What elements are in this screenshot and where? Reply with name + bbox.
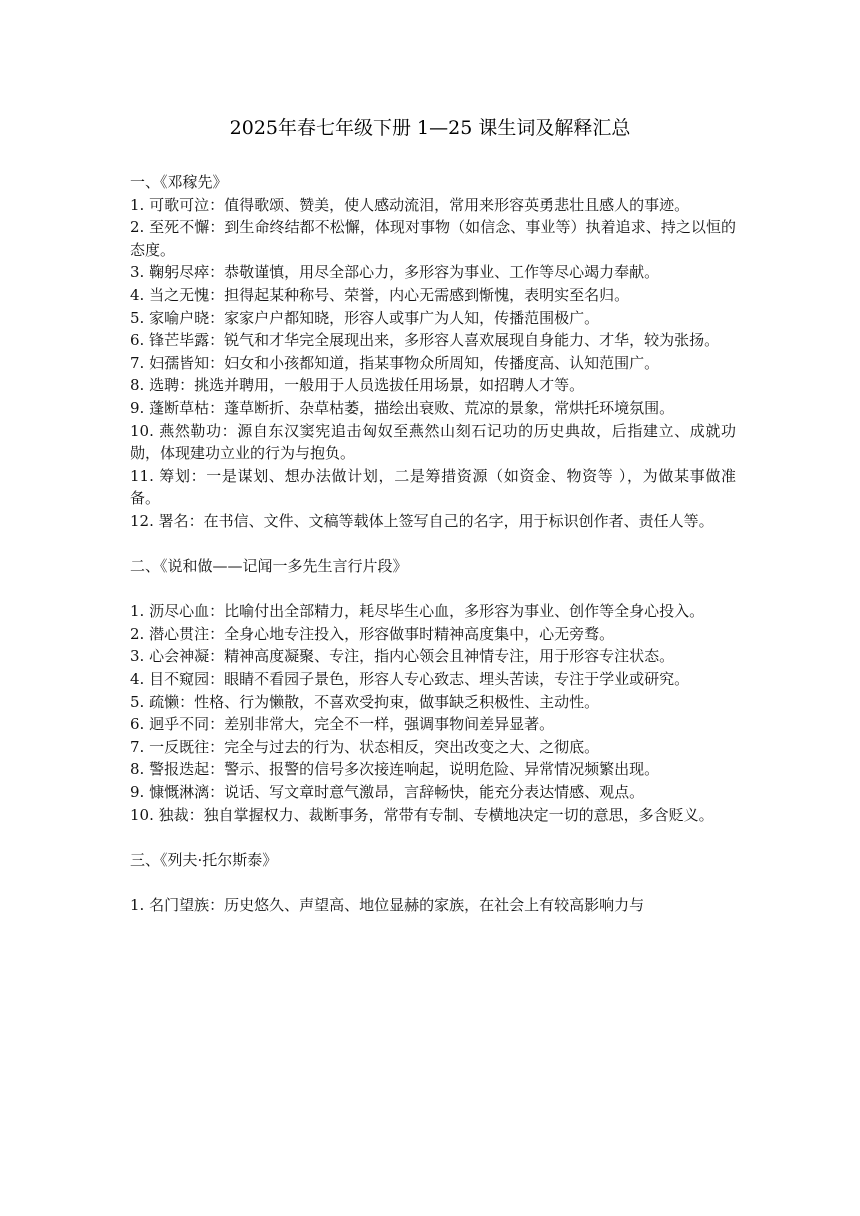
vocab-entry: 9. 蓬断草枯：蓬草断折、杂草枯萎，描绘出衰败、荒凉的景象，常烘托环境氛围。 [130, 398, 675, 417]
vocab-entry: 12. 署名：在书信、文件、文稿等载体上签写自己的名字，用于标识创作者、责任人等。 [130, 511, 714, 530]
vocab-entry: 10. 独裁：独自掌握权力、裁断事务，常带有专制、专横地决定一切的意思，多含贬义。 [130, 805, 714, 824]
section-heading: 二、《说和做——记闻一多先生言行片段》 [130, 557, 408, 576]
vocab-entry: 7. 妇孺皆知：妇女和小孩都知道，指某事物众所周知，传播度高、认知范围广。 [130, 353, 660, 372]
document-title: 2025年春七年级下册 1—25 课生词及解释汇总 [229, 117, 631, 139]
vocab-entry: 8. 选聘：挑选并聘用，一般用于人员选拔任用场景，如招聘人才等。 [130, 376, 585, 395]
section-heading: 三、《列夫·托尔斯泰》 [130, 850, 278, 869]
section-1 [130, 171, 736, 533]
vocab-entry: 1. 沥尽心血：比喻付出全部精力，耗尽毕生心血，多形容为事业、创作等全身心投入。 [130, 602, 705, 621]
vocab-entry: 6. 锋芒毕露：锐气和才华完全展现出来，多形容人喜欢展现自身能力、才华，较为张扬。 [130, 331, 720, 350]
vocab-entry: 6. 迥乎不同：差别非常大，完全不一样，强调事物间差异显著。 [130, 715, 555, 734]
vocab-entry: 10. 燕然勒功：源自东汉窦宪追击匈奴至燕然山刻石记功的历史典故，后指建立、成就功勋，体现建功立业的行为与抱负。 [130, 421, 736, 463]
section-2 [130, 555, 736, 826]
vocab-entry: 2. 潜心贯注：全身心地专注投入，形容做事时精神高度集中，心无旁骛。 [130, 624, 615, 643]
vocab-entry: 11. 筹划：一是谋划、想办法做计划，二是筹措资源（如资金、物资等 ），为做某事做准备。 [130, 466, 736, 508]
vocab-entry: 8. 警报迭起：警示、报警的信号多次接连响起，说明危险、异常情况频繁出现。 [130, 760, 660, 779]
section-heading: 一、《邓稼先》 [130, 173, 228, 191]
vocab-entry: 4. 目不窥园：眼睛不看园子景色，形容人专心致志、埋头苦读，专注于学业或研究。 [130, 670, 690, 689]
vocab-entry: 2. 至死不懈：到生命终结都不松懈，体现对事物（如信念、事业等）执着追求、持之以恒的态度。 [130, 218, 736, 259]
vocab-entry: 5. 家喻户晓：家家户户都知晓，形容人或事广为人知，传播范围极广。 [130, 308, 600, 327]
vocab-entry: 9. 慷慨淋漓：说话、写文章时意气激昂，言辞畅快，能充分表达情感、观点。 [130, 783, 645, 802]
document-body [130, 171, 736, 917]
section-3 [130, 849, 736, 917]
vocab-entry: 1. 可歌可泣：值得歌颂、赞美，使人感动流泪，常用来形容英勇悲壮且感人的事迹。 [130, 195, 690, 214]
vocab-entry: 3. 鞠躬尽瘁：恭敬谨慎，用尽全部心力，多形容为事业、工作等尽心竭力奉献。 [130, 263, 660, 282]
vocab-entry: 3. 心会神凝：精神高度凝聚、专注，指内心领会且神情专注，用于形容专注状态。 [130, 647, 675, 666]
vocab-entry: 4. 当之无愧：担得起某种称号、荣誉，内心无需感到惭愧，表明实至名归。 [130, 285, 630, 304]
vocab-entry: 5. 疏懒：性格、行为懒散，不喜欢受拘束，做事缺乏积极性、主动性。 [130, 692, 600, 711]
vocab-entry: 7. 一反既往：完全与过去的行为、状态相反，突出改变之大、之彻底。 [130, 737, 600, 756]
vocab-entry: 1. 名门望族：历史悠久、声望高、地位显赫的家族，在社会上有较高影响力与 [130, 896, 645, 914]
